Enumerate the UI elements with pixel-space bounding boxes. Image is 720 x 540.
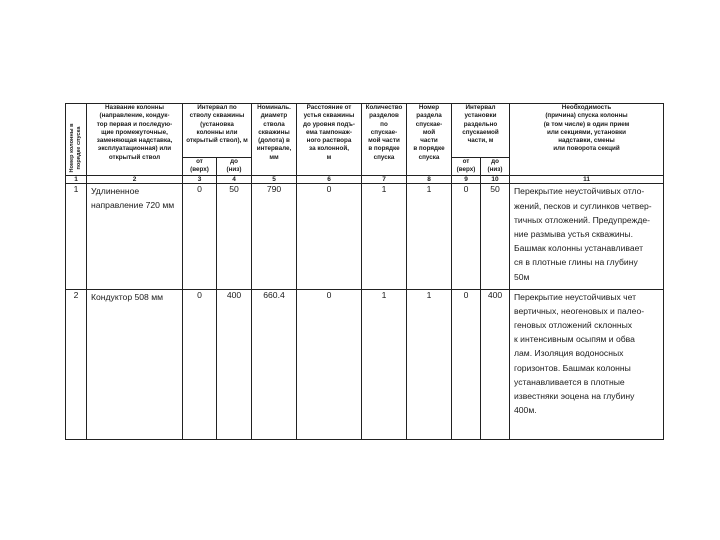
header-column-section-number: Номер раздела спускае- мой части в порядке спуска — [407, 104, 452, 176]
part-to-cell: 50 — [481, 184, 510, 289]
reason-cell: Перекрытие неустойчивых чет вертичных, неогеновых и палео- геновых отложений склонных к интенсивным осыпям и обва лам. Изоляция водоносных горизонтов. Башмак колонны устанавливается в плотные известняки эоцена на глубину 400м. — [510, 289, 664, 440]
row-number: 2 — [66, 289, 87, 440]
column-number: 1 — [66, 176, 87, 184]
header-column-part-interval: Интервал установки раздельно спускаемой части, м — [452, 104, 510, 158]
column-number: 9 — [452, 176, 481, 184]
column-number: 2 — [87, 176, 183, 184]
header-column-diameter: Номиналь. диаметр ствола скважины (долота) в интервале, мм — [252, 104, 297, 176]
header-column-sections-count: Количество разделов по спускае- мой части в порядке спуска — [362, 104, 407, 176]
part-from-cell: 0 — [452, 184, 481, 289]
sections-count-cell: 1 — [362, 184, 407, 289]
header-part-to: до (низ) — [481, 157, 510, 176]
row-number: 1 — [66, 184, 87, 289]
diameter-cell: 660.4 — [252, 289, 297, 440]
cement-distance-cell: 0 — [297, 184, 362, 289]
column-number: 6 — [297, 176, 362, 184]
header-interval-from: от (верх) — [183, 157, 217, 176]
column-number: 7 — [362, 176, 407, 184]
column-number: 4 — [217, 176, 252, 184]
table-row — [66, 289, 664, 440]
column-number: 5 — [252, 176, 297, 184]
part-from-cell: 0 — [452, 289, 481, 440]
header-row-main — [66, 104, 664, 158]
column-number: 10 — [481, 176, 510, 184]
section-number-cell: 1 — [407, 184, 452, 289]
header-column-cement-distance: Расстояние от устья скважины до уровня подъ- ема тампонаж- ного раствора за колонной, м — [297, 104, 362, 176]
casing-design-table — [65, 103, 664, 440]
interval-to-cell: 400 — [217, 289, 252, 440]
column-name-cell: Удлиненное направление 720 мм — [87, 184, 183, 289]
header-part-from: от (верх) — [452, 157, 481, 176]
column-name-cell: Кондуктор 508 мм — [87, 289, 183, 440]
header-column-name: Название колонны (направление, кондук- тор первая и последую- щие промежуточные, заменяющая надставка, эксплуатационная) или открытый ствол — [87, 104, 183, 176]
header-column-order: Номер колонны в порядке спуска — [66, 104, 87, 176]
header-column-reason: Необходимость (причина) спуска колонны (в том числе) в один прием или секциями, установки надставки, смены или поворота секций — [510, 104, 664, 176]
interval-to-cell: 50 — [217, 184, 252, 289]
table-row — [66, 184, 664, 289]
cement-distance-cell: 0 — [297, 289, 362, 440]
header-column-interval: Интервал по стволу скважины (установка колонны или открытый ствол), м — [183, 104, 252, 158]
interval-from-cell: 0 — [183, 184, 217, 289]
column-number: 8 — [407, 176, 452, 184]
interval-from-cell: 0 — [183, 289, 217, 440]
header-interval-to: до (низ) — [217, 157, 252, 176]
column-number: 11 — [510, 176, 664, 184]
section-number-cell: 1 — [407, 289, 452, 440]
column-number: 3 — [183, 176, 217, 184]
column-numbers-row — [66, 176, 664, 184]
part-to-cell: 400 — [481, 289, 510, 440]
diameter-cell: 790 — [252, 184, 297, 289]
sections-count-cell: 1 — [362, 289, 407, 440]
reason-cell: Перекрытие неустойчивых отло- жений, песков и суглинков четвер- тичных отложений. Предупрежде- ние размыва устья скважины. Башмак колонны устанавливает ся в плотные глины на глубину 50м — [510, 184, 664, 289]
